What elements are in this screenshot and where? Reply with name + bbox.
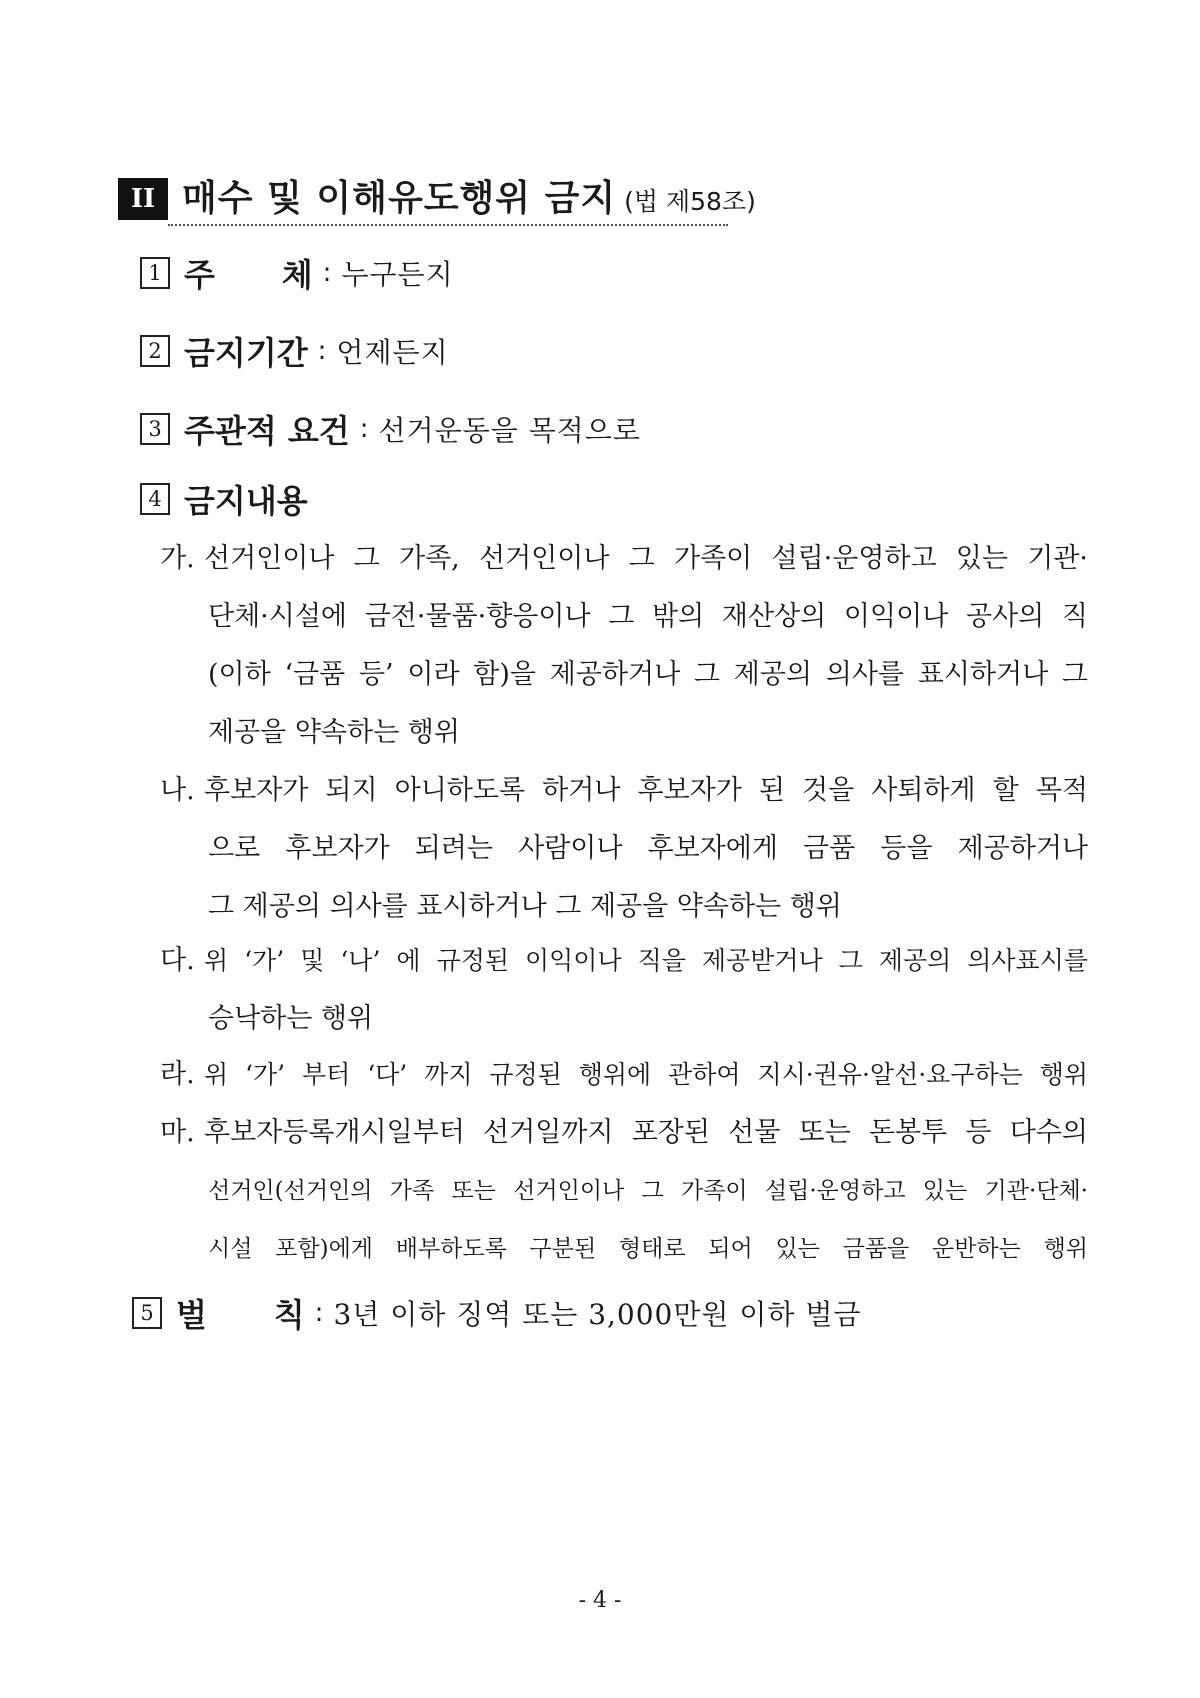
content-line: 그 제공의 의사를 표시하거나 그 제공을 약속하는 행위	[208, 891, 842, 922]
content-line: 후보자등록개시일부터 선거일까지 포장된 선물 또는 돈봉투 등 다수의	[204, 1117, 1088, 1148]
content-line: 위 ‘가’ 및 ‘나’ 에 규정된 이익이나 직을 제공받거나 그 제공의 의사표시를	[204, 946, 1088, 975]
content-marker: 가.	[160, 543, 195, 574]
section-underline	[168, 224, 728, 226]
content-marker: 다.	[160, 945, 195, 976]
content-marker: 라.	[160, 1059, 195, 1090]
item-subjective-requirement	[140, 406, 641, 454]
item-colon: :	[322, 258, 332, 288]
content-line: (이하 ‘금품 등’ 이라 함)을 제공하거나 그 제공의 의사를 표시하거나 그	[208, 659, 1088, 690]
item-colon: :	[317, 336, 327, 366]
content-da	[160, 932, 1090, 1048]
content-na	[160, 762, 1090, 936]
page-number: - 4 -	[578, 1588, 622, 1613]
item-value: 3년 이하 징역 또는 3,000만원 이하 벌금	[333, 1298, 862, 1331]
item-period	[140, 328, 449, 376]
content-line: 후보자가 되지 아니하도록 하거나 후보자가 된 것을 사퇴하게 할 목적	[204, 775, 1088, 806]
item-label: 금지기간	[184, 334, 308, 372]
section-header	[118, 174, 878, 226]
content-line: 제공을 약속하는 행위	[208, 717, 460, 748]
item-number-box: 1	[140, 257, 170, 289]
content-ga	[160, 530, 1090, 762]
content-ma	[160, 1104, 1090, 1278]
content-line: 선거인이나 그 가족, 선거인이나 그 가족이 설립·운영하고 있는 기관·	[204, 543, 1088, 574]
item-label: 주관적 요건	[184, 412, 350, 450]
item-label: 벌 칙	[176, 1296, 305, 1334]
section-title-text: 매수 및 이해유도행위 금지	[182, 178, 617, 219]
item-number-box: 2	[140, 335, 170, 367]
content-line: 승낙하는 행위	[208, 1003, 374, 1034]
section-number-badge: II	[118, 178, 168, 220]
item-number-box: 4	[140, 483, 170, 515]
item-value: 선거운동을 목적으로	[378, 414, 641, 447]
content-marker: 마.	[160, 1117, 195, 1148]
item-label: 주 체	[184, 256, 313, 294]
item-penalty	[132, 1290, 861, 1338]
item-number-box: 3	[140, 413, 170, 445]
item-value: 언제든지	[336, 336, 449, 369]
section-law-reference: (법 제58조)	[624, 187, 756, 216]
content-line: 단체·시설에 금전·물품·향응이나 그 밖의 재산상의 이익이나 공사의 직	[208, 601, 1088, 632]
item-subject	[140, 250, 454, 298]
item-label: 금지내용	[184, 482, 308, 520]
item-colon: :	[359, 414, 369, 444]
item-prohibited-content	[140, 476, 308, 524]
content-ra	[160, 1046, 1090, 1104]
item-value: 누구든지	[341, 258, 454, 291]
content-marker: 나.	[160, 775, 195, 806]
content-line: 위 ‘가’ 부터 ‘다’ 까지 규정된 행위에 관하여 지시·권유·알선·요구하는 행위	[204, 1060, 1088, 1089]
content-line: 으로 후보자가 되려는 사람이나 후보자에게 금품 등을 제공하거나	[208, 833, 1088, 864]
content-line: 선거인(선거인의 가족 또는 선거인이나 그 가족이 설립·운영하고 있는 기관·단체·	[208, 1178, 1088, 1204]
item-number-box: 5	[132, 1297, 162, 1329]
content-line: 시설 포함)에게 배부하도록 구분된 형태로 되어 있는 금품을 운반하는 행위	[208, 1236, 1089, 1262]
item-colon: :	[314, 1298, 324, 1328]
section-title	[182, 174, 756, 227]
